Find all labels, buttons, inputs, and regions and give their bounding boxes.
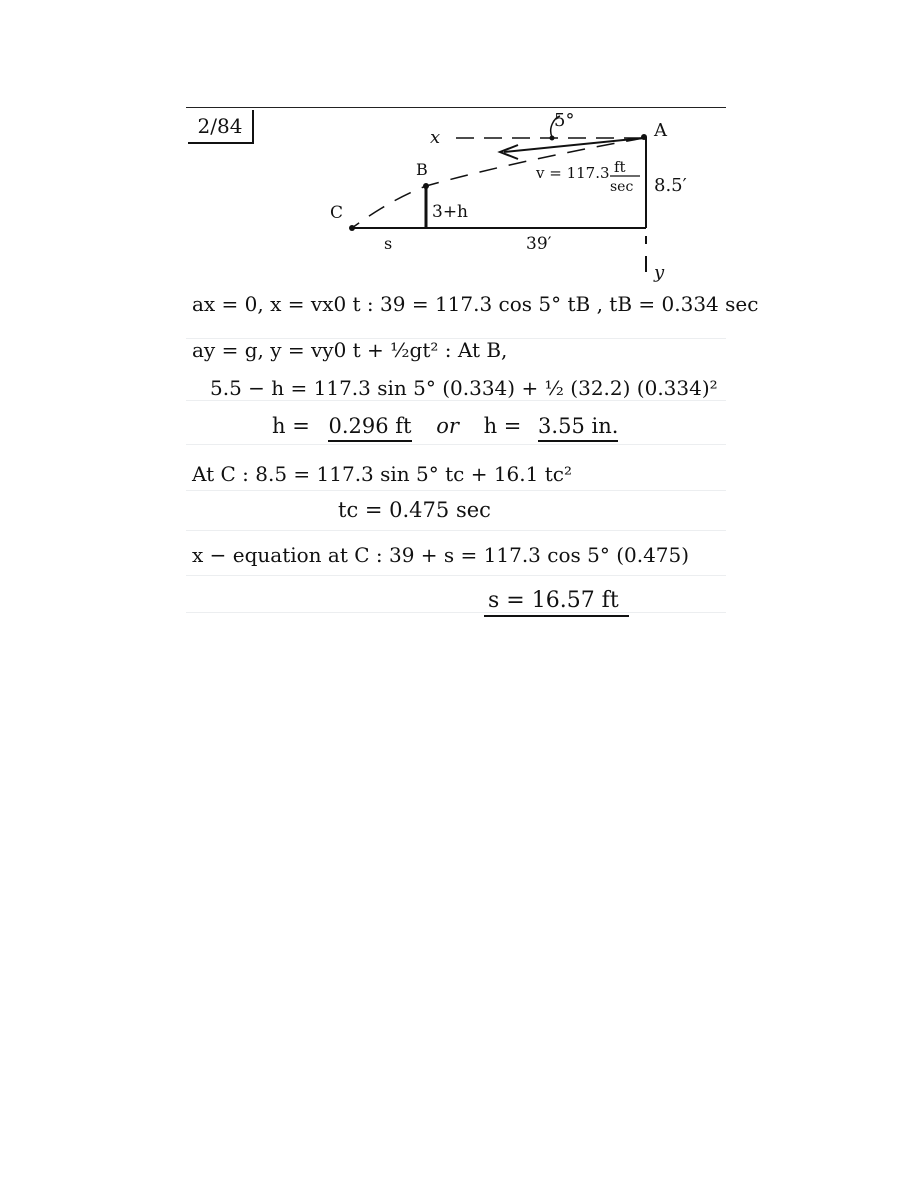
label-s: s <box>384 234 393 253</box>
h-label-2: h = <box>483 414 522 438</box>
label-velocity: v = 117.3 <box>536 164 610 182</box>
answer-h-ft: 0.296 ft <box>328 414 411 442</box>
equation-line-5: At C : 8.5 = 117.3 sin 5° tc + 16.1 tc² <box>192 462 572 486</box>
equation-line-8 <box>484 588 629 613</box>
label-height-b: 3+h <box>432 202 469 222</box>
point-a-dot <box>641 134 647 140</box>
h-label: h = <box>272 414 310 438</box>
label-39: 39′ <box>526 234 552 254</box>
label-c: C <box>330 203 344 223</box>
or-label: or <box>436 414 459 438</box>
equation-line-1: ax = 0, x = vx0 t : 39 = 117.3 cos 5° tB , tB = 0.334 sec <box>192 292 759 316</box>
label-y: y <box>654 262 665 283</box>
label-a: A <box>654 120 667 141</box>
equation-line-2: ay = g, y = vy0 t + ½gt² : At B, <box>192 338 508 362</box>
ruled-line <box>186 575 726 576</box>
problem-number: 2/84 <box>188 110 254 144</box>
label-x: x <box>430 127 441 148</box>
point-c-dot <box>349 225 355 231</box>
velocity-arrow <box>504 138 644 152</box>
point-b-dot <box>423 183 429 189</box>
ruled-line <box>186 612 726 613</box>
equation-line-7: x − equation at C : 39 + s = 117.3 cos 5° (0.475) <box>192 543 690 567</box>
answer-h-in: 3.55 in. <box>538 414 618 442</box>
ruled-line <box>186 400 726 401</box>
equation-line-3: 5.5 − h = 117.3 sin 5° (0.334) + ½ (32.2) (0.334)² <box>210 376 718 400</box>
ruled-line <box>186 490 726 491</box>
ruled-line <box>186 530 726 531</box>
angle-dot <box>550 136 555 141</box>
ruled-line <box>186 444 726 445</box>
label-height-a: 8.5′ <box>654 175 687 196</box>
answer-s: s = 16.57 ft <box>484 588 629 617</box>
trajectory-diagram <box>0 0 914 300</box>
label-b: B <box>416 160 428 179</box>
equation-line-4 <box>272 414 618 438</box>
label-angle: 5° <box>554 110 575 131</box>
label-velocity-unit-bottom: sec <box>610 179 634 195</box>
trajectory-path <box>352 138 644 228</box>
label-velocity-unit-top: ft <box>614 158 626 176</box>
equation-line-6: tc = 0.475 sec <box>338 498 491 522</box>
